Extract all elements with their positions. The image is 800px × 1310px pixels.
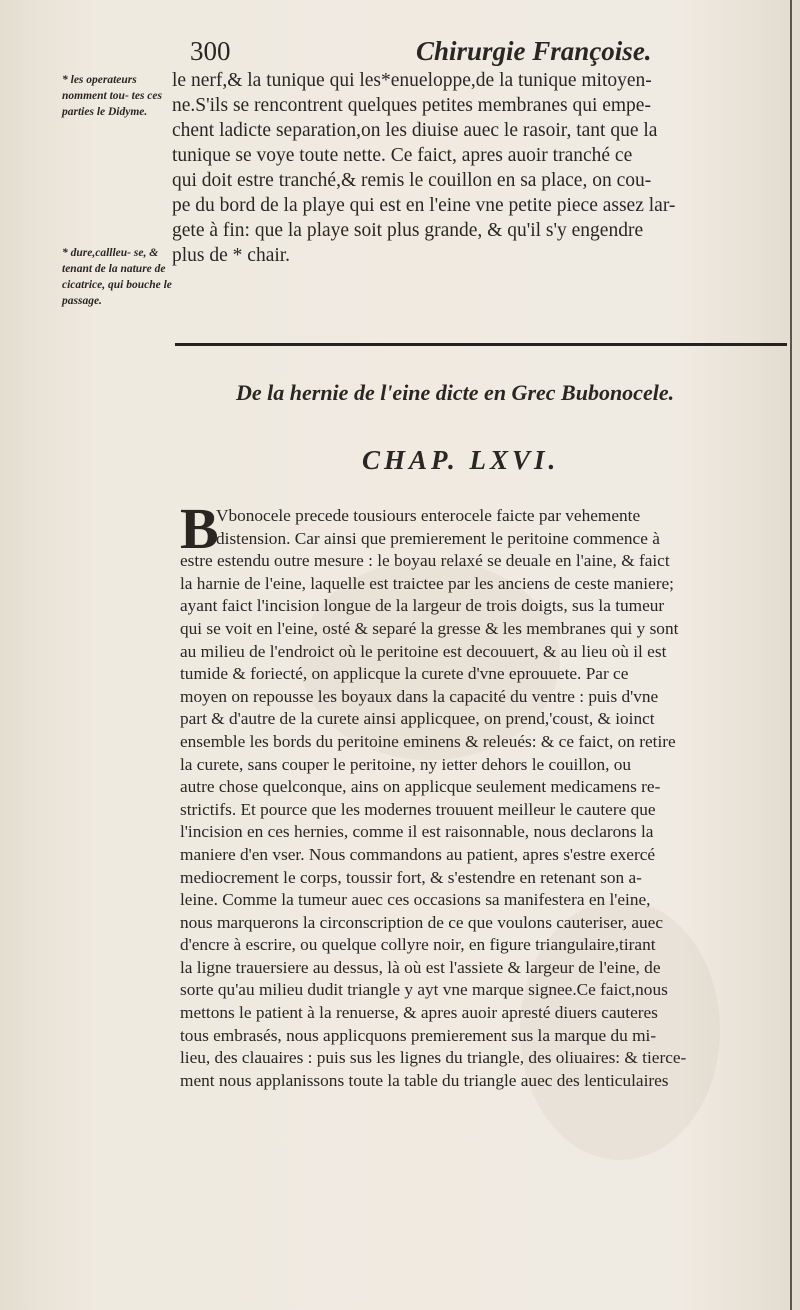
text-line: le nerf,& la tunique qui les*enueloppe,de la tunique mitoyen- [172, 70, 652, 91]
margin-note: * dure,callleu- se, & tenant de la nature de cicatrice, qui bouche le passage. [62, 247, 172, 307]
text-line: ensemble les bords du peritoine eminens & releués: & ce faict, on retire [180, 731, 676, 751]
text-line: part & d'autre de la curete ainsi applicquee, on prend,'coust, & ioinct [180, 709, 655, 729]
chapter-body-text [180, 496, 795, 1092]
text-line: estre estendu outre mesure : le boyau relaxé se deuale en l'aine, & faict [180, 551, 670, 571]
text-line: qui se voit en l'eine, osté & separé la gresse & les membranes qui y sont [180, 618, 679, 638]
text-line: au milieu de l'endroict où le peritoine est decouuert, & au lieu où il est [180, 641, 667, 661]
text-line: leine. Comme la tumeur auec ces occasions sa manifestera en l'eine, [180, 890, 651, 910]
text-line: l'incision en ces hernies, comme il est raisonnable, nous declarons la [180, 822, 654, 842]
text-line: d'encre à escrire, ou quelque collyre noir, en figure triangulaire,tirant [180, 935, 656, 955]
section-title: De la hernie de l'eine dicte en Grec Bubonocele. [236, 380, 675, 405]
page-number: 300 [190, 36, 231, 66]
text-line: tous embrasés, nous applicquons premierement sus la marque du mi- [180, 1025, 657, 1045]
text-line: lieu, des clauaires : puis sus les lignes du triangle, des oliuaires: & tierce- [180, 1048, 687, 1068]
text-line: tumide & foriecté, on applicque la curete d'vne eprouuete. Par ce [180, 664, 629, 684]
running-head: Chirurgie Françoise. [416, 36, 652, 66]
text-line: ment nous applanissons toute la table du triangle auec des lenticulaires [180, 1070, 669, 1090]
text-line: ne.S'ils se rencontrent quelques petites membranes qui empe- [172, 95, 651, 116]
text-line: la ligne trauersiere au dessus, là où est l'assiete & largeur de l'eine, de [180, 957, 661, 977]
text-line: ayant faict l'incision longue de la largeur de trois doigts, sus la tumeur [180, 596, 665, 616]
drop-cap: B [180, 496, 219, 561]
section-divider [175, 343, 787, 346]
text-line: pe du bord de la playe qui est en l'eine vne petite piece assez lar- [172, 195, 676, 216]
page-header [190, 36, 790, 68]
text-line: distension. Car ainsi que premierement le peritoine commence à [216, 528, 660, 548]
text-line: mettons le patient à la renuerse, & apres auoir apresté diuers cauteres [180, 1003, 658, 1023]
text-line: qui doit estre tranché,& remis le couillon en sa place, on cou- [172, 170, 652, 191]
text-line: Vbonocele precede tousiours enterocele faicte par vehemente [216, 506, 641, 525]
text-line: moyen on repousse les boyaux dans la capacité du ventre : puis d'vne [180, 686, 659, 706]
text-line: mediocrement le corps, toussir fort, & s'estendre en retenant son a- [180, 867, 642, 887]
margin-note: * les operateurs nomment tou- tes ces parties le Didyme. [62, 74, 162, 118]
text-line: autre chose quelconque, ains on applicque seulement medicamens re- [180, 777, 661, 797]
body-top-text [172, 68, 797, 268]
text-line: gete à fin: que la playe soit plus grande, & qu'il s'y engendre [172, 220, 644, 241]
text-line: maniere d'en vser. Nous commandons au patient, apres s'estre exercé [180, 844, 656, 864]
text-line: la curete, sans couper le peritoine, ny ietter dehors le couillon, ou [180, 754, 632, 774]
chapter-title: CHAP. LXVI. [362, 445, 560, 475]
text-line: la harnie de l'eine, laquelle est traictee par les anciens de ceste maniere; [180, 573, 674, 593]
text-line: chent ladicte separation,on les diuise auec le rasoir, tant que la [172, 120, 658, 141]
text-line: tunique se voye toute nette. Ce faict, apres auoir tranché ce [172, 145, 633, 166]
text-line: plus de * chair. [172, 245, 291, 266]
text-line: sorte qu'au milieu dudit triangle y ayt vne marque signee.Ce faict,nous [180, 980, 668, 1000]
text-line: nous marquerons la circonscription de ce que voulons cauteriser, auec [180, 912, 664, 932]
text-line: strictifs. Et pource que les modernes trouuent meilleur le cautere que [180, 799, 656, 819]
